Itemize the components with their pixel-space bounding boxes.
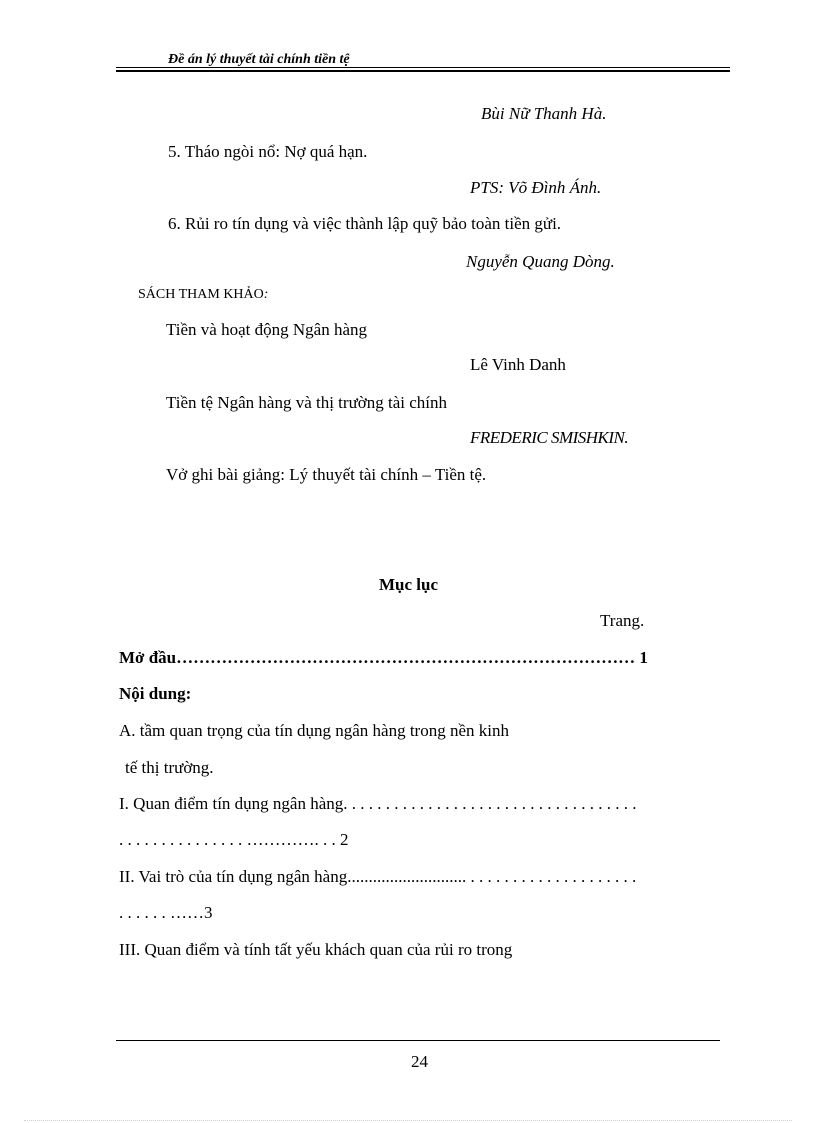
reference-author-4: Bùi Nữ Thanh Hà. <box>481 104 607 123</box>
reference-title-6: 6. Rủi ro tín dụng và việc thành lập quỹ bảo toàn tiền gửi. <box>168 214 562 233</box>
toc-item-1-line2: . . . . . . . . . . . . . . . …………. . . 2 <box>119 830 349 849</box>
reference-author-6: Nguyễn Quang Dòng. <box>466 252 615 271</box>
header-title: Đề án lý thuyết tài chính tiền tệ <box>168 52 350 67</box>
toc-intro: Mở đầu……………………………………………………………………… 1 <box>119 648 648 667</box>
book-title-1: Tiền và hoạt động Ngân hàng <box>166 320 367 339</box>
book-author-2: FREDERIC SMISHKIN. <box>470 428 629 447</box>
header-rule-bottom <box>116 70 730 72</box>
toc-title: Mục lục <box>379 575 439 594</box>
book-title-2: Tiền tệ Ngân hàng và thị trường tài chính <box>166 393 448 412</box>
book-title-3: Vở ghi bài giảng: Lý thuyết tài chính – Tiền tệ. <box>166 465 487 484</box>
toc-item-2-line1: II. Vai trò của tín dụng ngân hàng............................ . . . . . . . . . . . . . . . . . . . . <box>119 867 637 886</box>
reference-title-5: 5. Tháo ngòi nổ: Nợ quá hạn. <box>168 142 368 161</box>
page-number: 24 <box>411 1052 428 1071</box>
toc-item-2-line2: . . . . . . ……3 <box>119 903 213 922</box>
toc-section-a-line1: A. tầm quan trọng của tín dụng ngân hàng trong nền kinh <box>119 721 509 740</box>
footer-rule <box>116 1040 720 1041</box>
books-heading-text: SÁCH THAM KHẢO <box>138 287 264 302</box>
toc-page-label: Trang. <box>600 611 645 630</box>
toc-content-heading: Nội dung: <box>119 684 192 703</box>
reference-author-5: PTS: Võ Đình Ánh. <box>470 178 602 197</box>
header-rule-top <box>116 67 730 68</box>
books-heading-colon: : <box>263 287 269 302</box>
books-heading <box>138 287 268 303</box>
page-edge-dotted-line <box>24 1120 792 1121</box>
toc-section-a-line2: tế thị trường. <box>125 758 214 777</box>
toc-item-1-line1: I. Quan điểm tín dụng ngân hàng. . . . . . . . . . . . . . . . . . . . . . . . . . . . . . . . . . . <box>119 794 637 813</box>
toc-item-3-line1: III. Quan điểm và tính tất yếu khách quan của rủi ro trong <box>119 940 513 959</box>
book-author-1: Lê Vinh Danh <box>470 355 566 374</box>
